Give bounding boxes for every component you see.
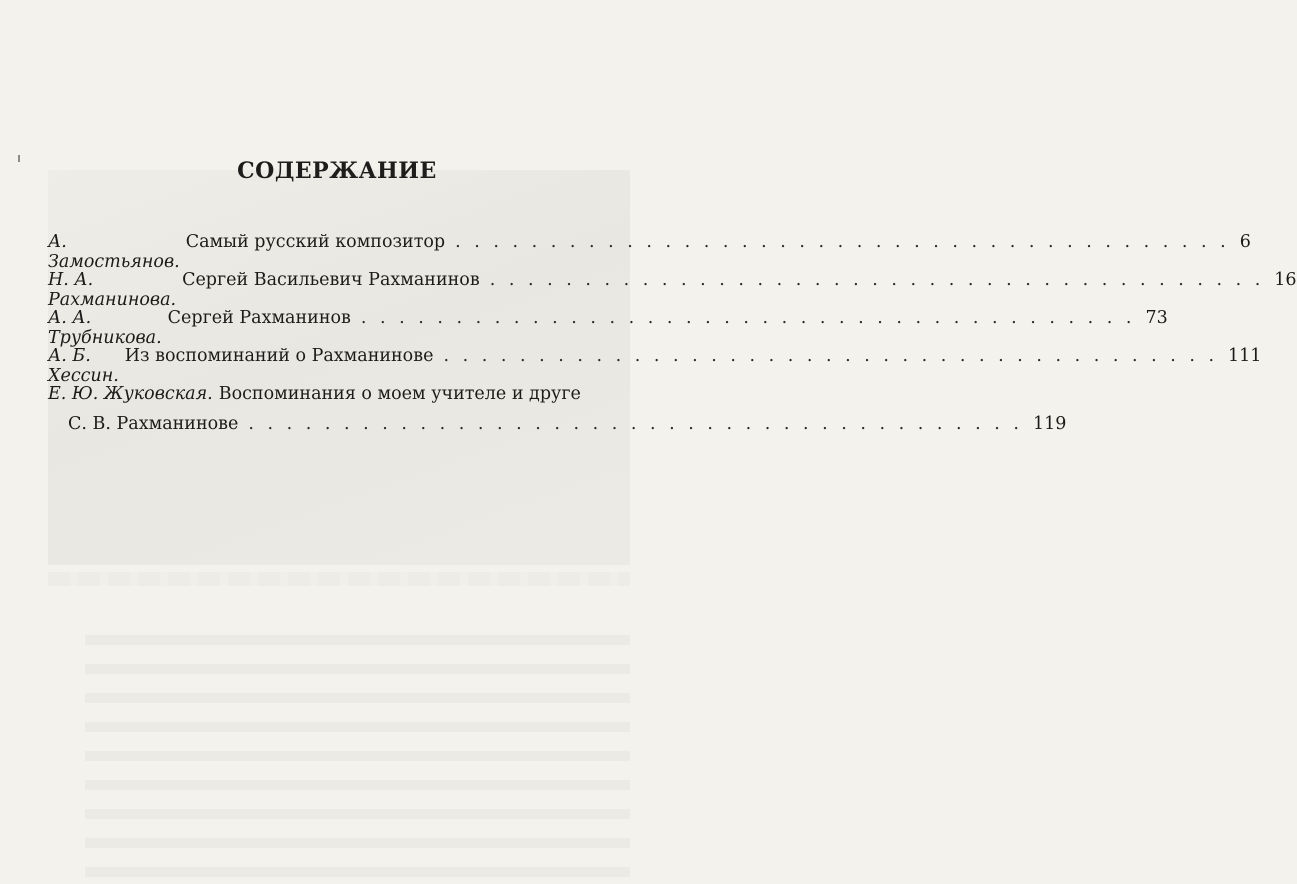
toc-page-number: 119 [1032,414,1067,434]
toc-title: Самый русский композитор [185,232,446,252]
toc-leader: . . . . . . . . . . . . . . . . . . . . . . . . . . . . . . . . . . . . . . . . . [455,232,1230,252]
toc-author: Н. А. Рахманинова. [48,270,177,310]
toc-entry [48,384,630,414]
toc-page-number: 111 [1228,346,1262,366]
toc-page-number: 6 [1239,232,1251,252]
toc-leader: . . . . . . . . . . . . . . . . . . . . . . . . . . . . . . . . . . . . . . . . . [443,346,1219,366]
toc-title: Воспоминания о моем учителе и друге [218,384,581,404]
bleed-through-text [85,620,630,884]
toc-leader: . . . . . . . . . . . . . . . . . . . . . . . . . . . . . . . . . . . . . . . . . [360,308,1136,328]
toc-leader: . . . . . . . . . . . . . . . . . . . . . . . . . . . . . . . . . . . . . . . . . [489,270,1265,290]
table-of-contents [48,232,1297,452]
toc-author: А. Замостьянов. [48,232,180,272]
toc-page-number: 16 [1274,270,1297,290]
toc-page-number: 73 [1145,308,1168,328]
toc-entry [48,308,1168,348]
toc-entry [48,346,1262,386]
toc-title: Из воспоминаний о Рахманинове [124,346,434,366]
toc-title-continued: С. В. Рахманинове [68,414,239,434]
toc-author: Е. Ю. Жуковская. [48,384,213,404]
page-title: СОДЕРЖАНИЕ [237,158,437,184]
toc-entry [48,270,1297,310]
toc-title: Сергей Рахманинов [167,308,351,328]
toc-author: А. Б. Хессин. [48,346,119,386]
toc-author: А. А. Трубникова. [48,308,162,348]
toc-title: Сергей Васильевич Рахманинов [182,270,480,290]
bleed-through-band [48,572,630,586]
toc-entry-continuation [48,414,1067,452]
bleed-through-header [0,115,674,135]
toc-entry [48,232,1251,272]
toc-leader: . . . . . . . . . . . . . . . . . . . . . . . . . . . . . . . . . . . . . . . . . [248,414,1023,434]
